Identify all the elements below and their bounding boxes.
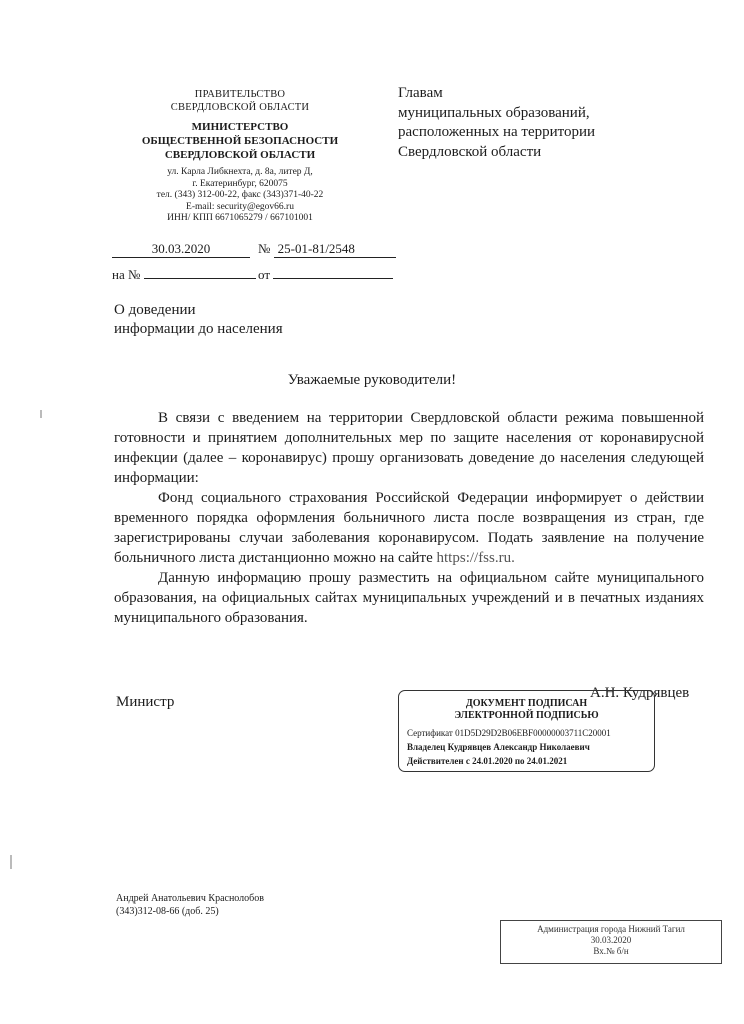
addressee-line-4: Свердловской области	[398, 143, 542, 160]
letter-body	[114, 408, 704, 628]
paragraph-2	[114, 488, 704, 568]
incoming-stamp-line-3: Вх.№ б/н	[593, 946, 629, 956]
fss-link[interactable]: https://fss.ru.	[436, 550, 515, 566]
email-line: E-mail: security@egov66.ru	[186, 201, 294, 212]
esignature-stamp	[398, 690, 655, 772]
paragraph-1: В связи с введением на территории Свердловской области режима повышенной готовности и принятием дополнительных мер по защите населения от коронавирусной инфекции (далее – коронавирус) прошу организовать доведение до населения следующей информации:	[114, 410, 704, 486]
stamp-valid: Действителен с 24.01.2020 по 24.01.2021	[407, 756, 568, 766]
signatory-name: А.Н. Кудрявцев	[590, 685, 690, 701]
inn-line: ИНН/ КПП 6671065279 / 667101001	[167, 213, 313, 223]
stamp-title-line-2: ЭЛЕКТРОННОЙ ПОДПИСЬЮ	[454, 710, 599, 721]
addressee-block	[398, 84, 698, 162]
registration-number-row	[258, 241, 396, 258]
from-label: от	[258, 267, 271, 282]
incoming-stamp-line-1: Администрация города Нижний Тагил	[537, 924, 685, 934]
stamp-title-line-1: ДОКУМЕНТ ПОДПИСАН	[465, 698, 588, 709]
incoming-stamp-line-2: 30.03.2020	[590, 935, 632, 945]
ministry-line-2: ОБЩЕСТВЕННОЙ БЕЗОПАСНОСТИ	[141, 135, 339, 147]
signatory-position: Министр	[116, 694, 175, 710]
executor-name: Андрей Анатольевич Краснолобов	[116, 893, 264, 904]
from-row	[258, 262, 393, 283]
stamp-certificate: Сертификат 01D5D29D2B06EBF00000003711C20001	[407, 728, 611, 738]
stamp-title	[399, 698, 654, 722]
number-label: №	[258, 241, 271, 256]
from-blank	[273, 262, 393, 279]
ref-blank	[144, 262, 256, 279]
ministry-line-1: МИНИСТЕРСТВО	[191, 121, 289, 133]
registration-date-row	[112, 241, 250, 258]
ministry-line-3: СВЕРДЛОВСКОЙ ОБЛАСТИ	[164, 149, 316, 161]
incoming-stamp	[500, 920, 722, 964]
gov-line-1: ПРАВИТЕЛЬСТВО	[194, 89, 286, 100]
subject-line-2: информации до населения	[114, 321, 283, 337]
gov-line-2: СВЕРДЛОВСКОЙ ОБЛАСТИ	[170, 102, 310, 113]
greeting: Уважаемые руководители!	[287, 372, 457, 388]
registration-date: 30.03.2020	[112, 241, 250, 258]
addressee-line-1: Главам	[398, 85, 443, 101]
ref-label: на №	[112, 267, 141, 282]
letterhead-government	[130, 88, 350, 114]
address-line-2: г. Екатеринбург, 620075	[192, 178, 288, 189]
scan-speck	[40, 410, 42, 418]
address-line-1: ул. Карла Либкнехта, д. 8а, литер Д,	[167, 167, 313, 177]
phone-line: тел. (343) 312-00-22, факс (343)371-40-22	[156, 190, 324, 200]
letterhead-ministry	[125, 120, 355, 162]
paragraph-3: Данную информацию прошу разместить на официальном сайте муниципального образования, на официальных сайтах муниципальных учреждений и в печатных изданиях муниципального образования.	[114, 570, 704, 626]
subject-line-1: О доведении	[114, 302, 196, 318]
executor-phone: (343)312-08-66 (доб. 25)	[116, 906, 219, 917]
addressee-line-3: расположенных на территории	[398, 124, 596, 140]
paragraph-2-text: Фонд социального страхования Российской Федерации информирует о действии временного порядка оформления больничного листа после возвращения из стран, где зарегистрированы случаи заболевания коронавирусом. Подать заявление на получение больничного листа дистанционно можно на сайте	[114, 490, 704, 566]
executor-block	[116, 892, 264, 918]
letterhead-contacts	[130, 167, 350, 225]
stamp-owner: Владелец Кудрявцев Александр Николаевич	[407, 742, 590, 752]
reference-row	[112, 262, 256, 283]
addressee-line-2: муниципальных образований,	[398, 104, 590, 121]
registration-number: 25-01-81/2548	[274, 241, 396, 258]
scan-speck	[10, 855, 12, 869]
subject-block	[114, 301, 374, 339]
